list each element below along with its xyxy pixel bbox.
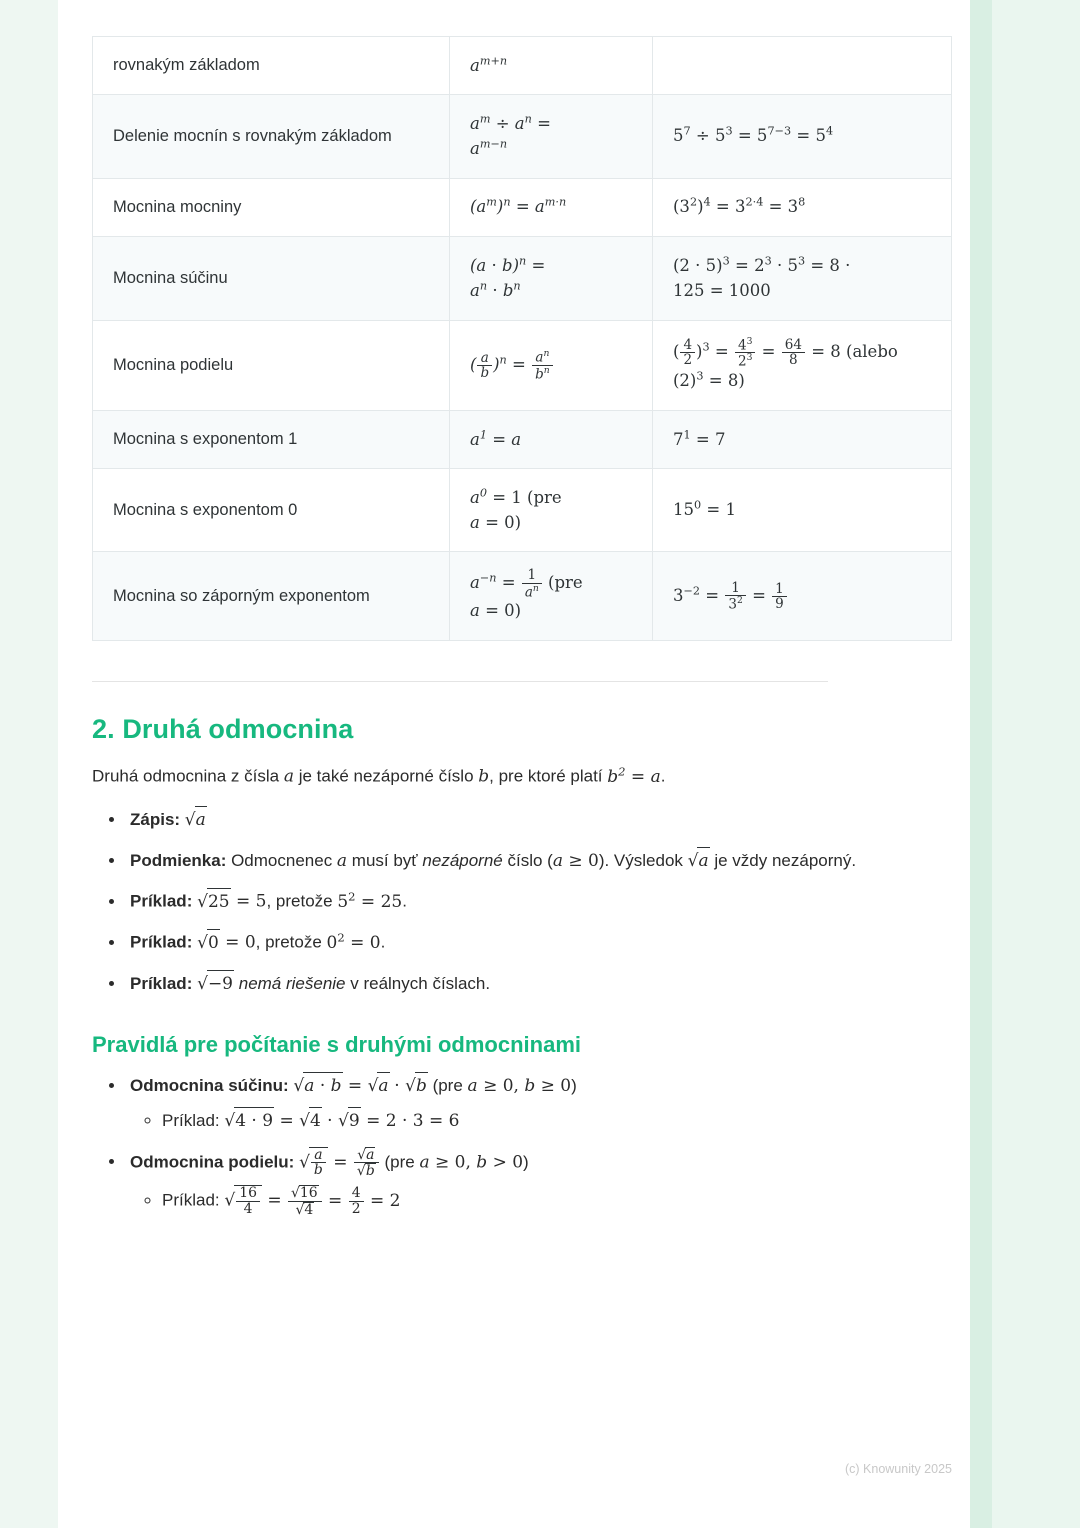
section-divider <box>92 681 828 682</box>
rule-example-cell: $5^7 \div 5^3 = 5^{7-3} = 5^4$ <box>653 95 952 179</box>
table-row <box>93 469 952 552</box>
rule-formula-cell: $a^{m+n}$ <box>450 37 653 95</box>
rule-name-cell: rovnakým základom <box>93 37 450 95</box>
rule-name-cell: Mocnina podielu <box>93 320 450 411</box>
table-row <box>93 552 952 641</box>
page-edge-right-accent <box>970 0 992 1528</box>
list-item: • Odmocnina podielu: √ $\frac{a}{b}$ = $\frac{√a}{√b}$ (pre a ≥ 0, b > 0) ◦ Príklad: √ $\frac{16}{4}$ = $\frac{√16}{√4}$ = $\frac{4}{2}$ = 2 <box>126 1147 936 1218</box>
table-row <box>93 178 952 236</box>
power-rules-table <box>92 36 952 641</box>
list-item: ◦ Príklad: √ $\frac{16}{4}$ = $\frac{√16}{√4}$ = $\frac{4}{2}$ = 2 <box>162 1185 936 1217</box>
rule-name-cell: Mocnina súčinu <box>93 237 450 321</box>
section-intro: Druhá odmocnina z čísla a je také nezáporné číslo b, pre ktoré platí $b^2 = a$. <box>92 764 666 787</box>
list-item: ◦ Príklad: √4 · 9 = √4 · √9 = 2 · 3 = 6 <box>162 1107 936 1135</box>
rule-formula-cell: $a^1 = a$ <box>450 411 653 469</box>
rule-formula-cell: $a^m \div a^n$ = $a^{m-n}$ <box>450 95 653 179</box>
page-edge-left <box>0 0 58 1528</box>
footer-credit: (c) Knowunity 2025 <box>844 1462 952 1476</box>
table-row <box>93 411 952 469</box>
rule-name-cell: Mocnina mocniny <box>93 178 450 236</box>
rule-formula-cell: $a^{-n}$ = $\frac{1}{a^n}$ (pre a = 0) <box>450 552 653 641</box>
rule-formula-cell: ( $\frac{a}{b}$ )$^n$ = $\frac{a^n}{b^n}$ <box>450 320 653 411</box>
table-row <box>93 37 952 95</box>
subsection-title: Pravidlá pre počítanie s druhými odmocninami <box>92 1032 582 1058</box>
rule-name-cell: Mocnina s exponentom 1 <box>93 411 450 469</box>
table-row <box>93 95 952 179</box>
list-item: • Príklad: √−9 nemá riešenie v reálnych číslach. <box>126 970 936 999</box>
power-rules-table-body <box>93 37 952 641</box>
list-item: • Odmocnina súčinu: √a · b = √a · √b (pre a ≥ 0, b ≥ 0) ◦ Príklad: √4 · 9 = √4 · √9 = 2 · 3 = 6 <box>126 1072 936 1135</box>
rule-example-cell: $3^{-2}$ = $\frac{1}{3^2}$ = $\frac{1}{9}$ <box>653 552 952 641</box>
rule-example-cell: $(3^2)^4 = 3^{2\cdot 4} = 3^8$ <box>653 178 952 236</box>
rule-example-cell: ( $\frac{4}{2}$ )$^3$ = $\frac{4^3}{2^3}$ = $\frac{64}{8}$ = 8 (alebo $(2)^3 = 8$) <box>653 320 952 411</box>
rule-example-cell: $7^1 = 7$ <box>653 411 952 469</box>
rule-example-cell: $(2 \cdot 5)^3 = 2^3 \cdot 5^3 = 8$ · 125 = 1000 <box>653 237 952 321</box>
rule-formula-cell: $(a \cdot b)^n$ = $a^n \cdot b^n$ <box>450 237 653 321</box>
example-sub-list <box>130 1107 936 1135</box>
table-row <box>93 237 952 321</box>
list-item: • Príklad: √0 = 0, pretože $0^2 = 0$. <box>126 928 936 957</box>
rule-example-cell: $15^0 = 1$ <box>653 469 952 552</box>
rule-formula-cell: $a^0 = 1$ (pre a = 0) <box>450 469 653 552</box>
page-title: 2. Druhá odmocnina <box>92 714 354 745</box>
rule-formula-cell: $(a^m)^n = a^{m\cdot n}$ <box>450 178 653 236</box>
rule-name-cell: Mocnina s exponentom 0 <box>93 469 450 552</box>
list-item: • Zápis: √a <box>126 806 936 835</box>
example-sub-list <box>130 1185 936 1217</box>
rule-name-cell: Mocnina so záporným exponentom <box>93 552 450 641</box>
sqrt-rules-list <box>92 1072 936 1217</box>
definition-bullet-list <box>92 806 936 998</box>
rule-example-cell <box>653 37 952 95</box>
rule-name-cell: Delenie mocnín s rovnakým základom <box>93 95 450 179</box>
document-content <box>58 0 970 1528</box>
list-item: • Podmienka: Odmocnenec a musí byť nezáporné číslo (a ≥ 0). Výsledok √a je vždy nezáporný. <box>126 847 936 876</box>
table-row <box>93 320 952 411</box>
list-item: • Príklad: √25 = 5, pretože $5^2 = 25$. <box>126 887 936 916</box>
